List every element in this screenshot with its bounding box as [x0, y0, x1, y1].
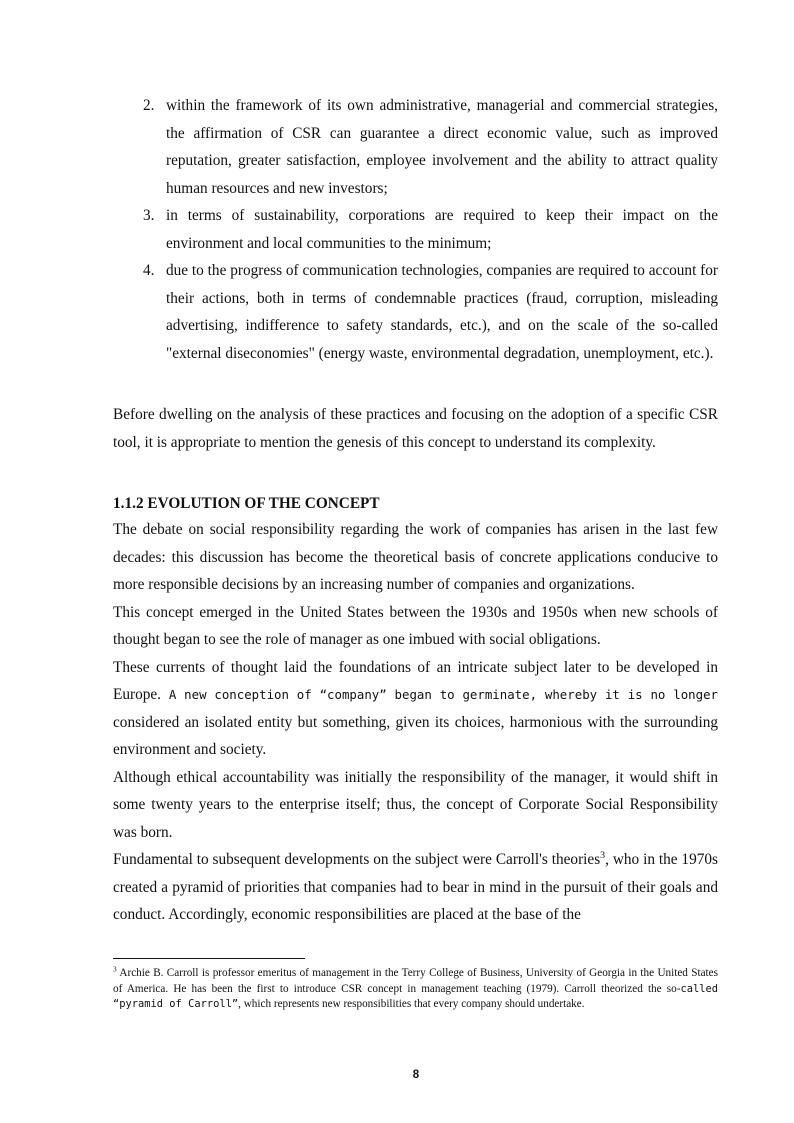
body-paragraph-5-start: Fundamental to subsequent developments on the subject were Carroll's theories [113, 851, 601, 868]
footnote-separator [113, 958, 305, 959]
intro-paragraph [113, 401, 718, 456]
footnote-text-mono: called “pyramid of Carroll” [113, 982, 718, 1010]
numbered-list [113, 92, 718, 367]
body-paragraph-5-end: , who in the 1970s created a pyramid of priorities that companies had to bear in mind in the pursuit of their goals and conduct. Accordingly, economic responsibilities are placed at the base of the [113, 851, 718, 923]
footnote-text-start: Archie B. Carroll is professor emeritus of management in the Terry College of Business, University of Georgia in the United States of America. He has been the first to introduce CSR concept in management teaching (1979). Carroll theorized the so- [113, 967, 718, 995]
section-heading: 1.1.2 EVOLUTION OF THE CONCEPT [113, 495, 380, 512]
footnote-text-end: , which represents new responsibilities that every company should undertake. [238, 998, 585, 1010]
body-paragraph-3 [113, 654, 718, 764]
body-paragraph-3-end: considered an isolated entity but something, given its choices, harmonious with the surrounding environment and society. [113, 713, 718, 758]
body-paragraph-5 [113, 846, 718, 929]
body-paragraph-3-mono: A new conception of “company” began to germinate, whereby it is no longer [161, 687, 718, 702]
list-item-text: within the framework of its own administrative, managerial and commercial strategies, the affirmation of CSR can guarantee a direct economic value, such as improved reputation, greater satisfaction, employee involvement and the ability to attract quality human resources and new investors; [166, 97, 718, 197]
list-item-number: 3. [143, 207, 155, 224]
list-item-number: 4. [143, 262, 155, 279]
list-item-number: 2. [143, 97, 155, 114]
list-item [113, 257, 718, 367]
body-paragraph-4: Although ethical accountability was initially the responsibility of the manager, it would shift in some twenty years to the enterprise itself; thus, the concept of Corporate Social Responsibility was born. [113, 768, 718, 841]
footnote-marker: 3 [113, 965, 117, 974]
page-number: 8 [412, 1069, 420, 1081]
footnote [113, 966, 718, 1013]
list-item-text: in terms of sustainability, corporations are required to keep their impact on the environment and local communities to the minimum; [166, 207, 718, 252]
intro-paragraph-text: Before dwelling on the analysis of these practices and focusing on the adoption of a specific CSR tool, it is appropriate to mention the genesis of this concept to understand its complexity. [113, 406, 718, 451]
list-item [113, 202, 718, 257]
list-item [113, 92, 718, 202]
body-paragraph-1: The debate on social responsibility regarding the work of companies has arisen in the last few decades: this discussion has become the theoretical basis of concrete applications conducive to more responsible decisions by an increasing number of companies and organizations. [113, 521, 718, 593]
footnote-reference[interactable]: 3 [600, 849, 606, 861]
body-paragraph-2: This concept emerged in the United States between the 1930s and 1950s when new schools of thought began to see the role of manager as one imbued with social obligations. [113, 603, 718, 648]
body-paragraph-3-start: These currents of thought laid the foundations of an intricate subject later to be developed in Europe. [113, 658, 718, 703]
section-body [113, 516, 718, 929]
list-item-text: due to the progress of communication technologies, companies are required to account for their actions, both in terms of condemnable practices (fraud, corruption, misleading advertising, indifference to safety standards, etc.), and on the scale of the so-called "external diseconomies" (energy waste, environmental degradation, unemployment, etc.). [166, 262, 718, 362]
